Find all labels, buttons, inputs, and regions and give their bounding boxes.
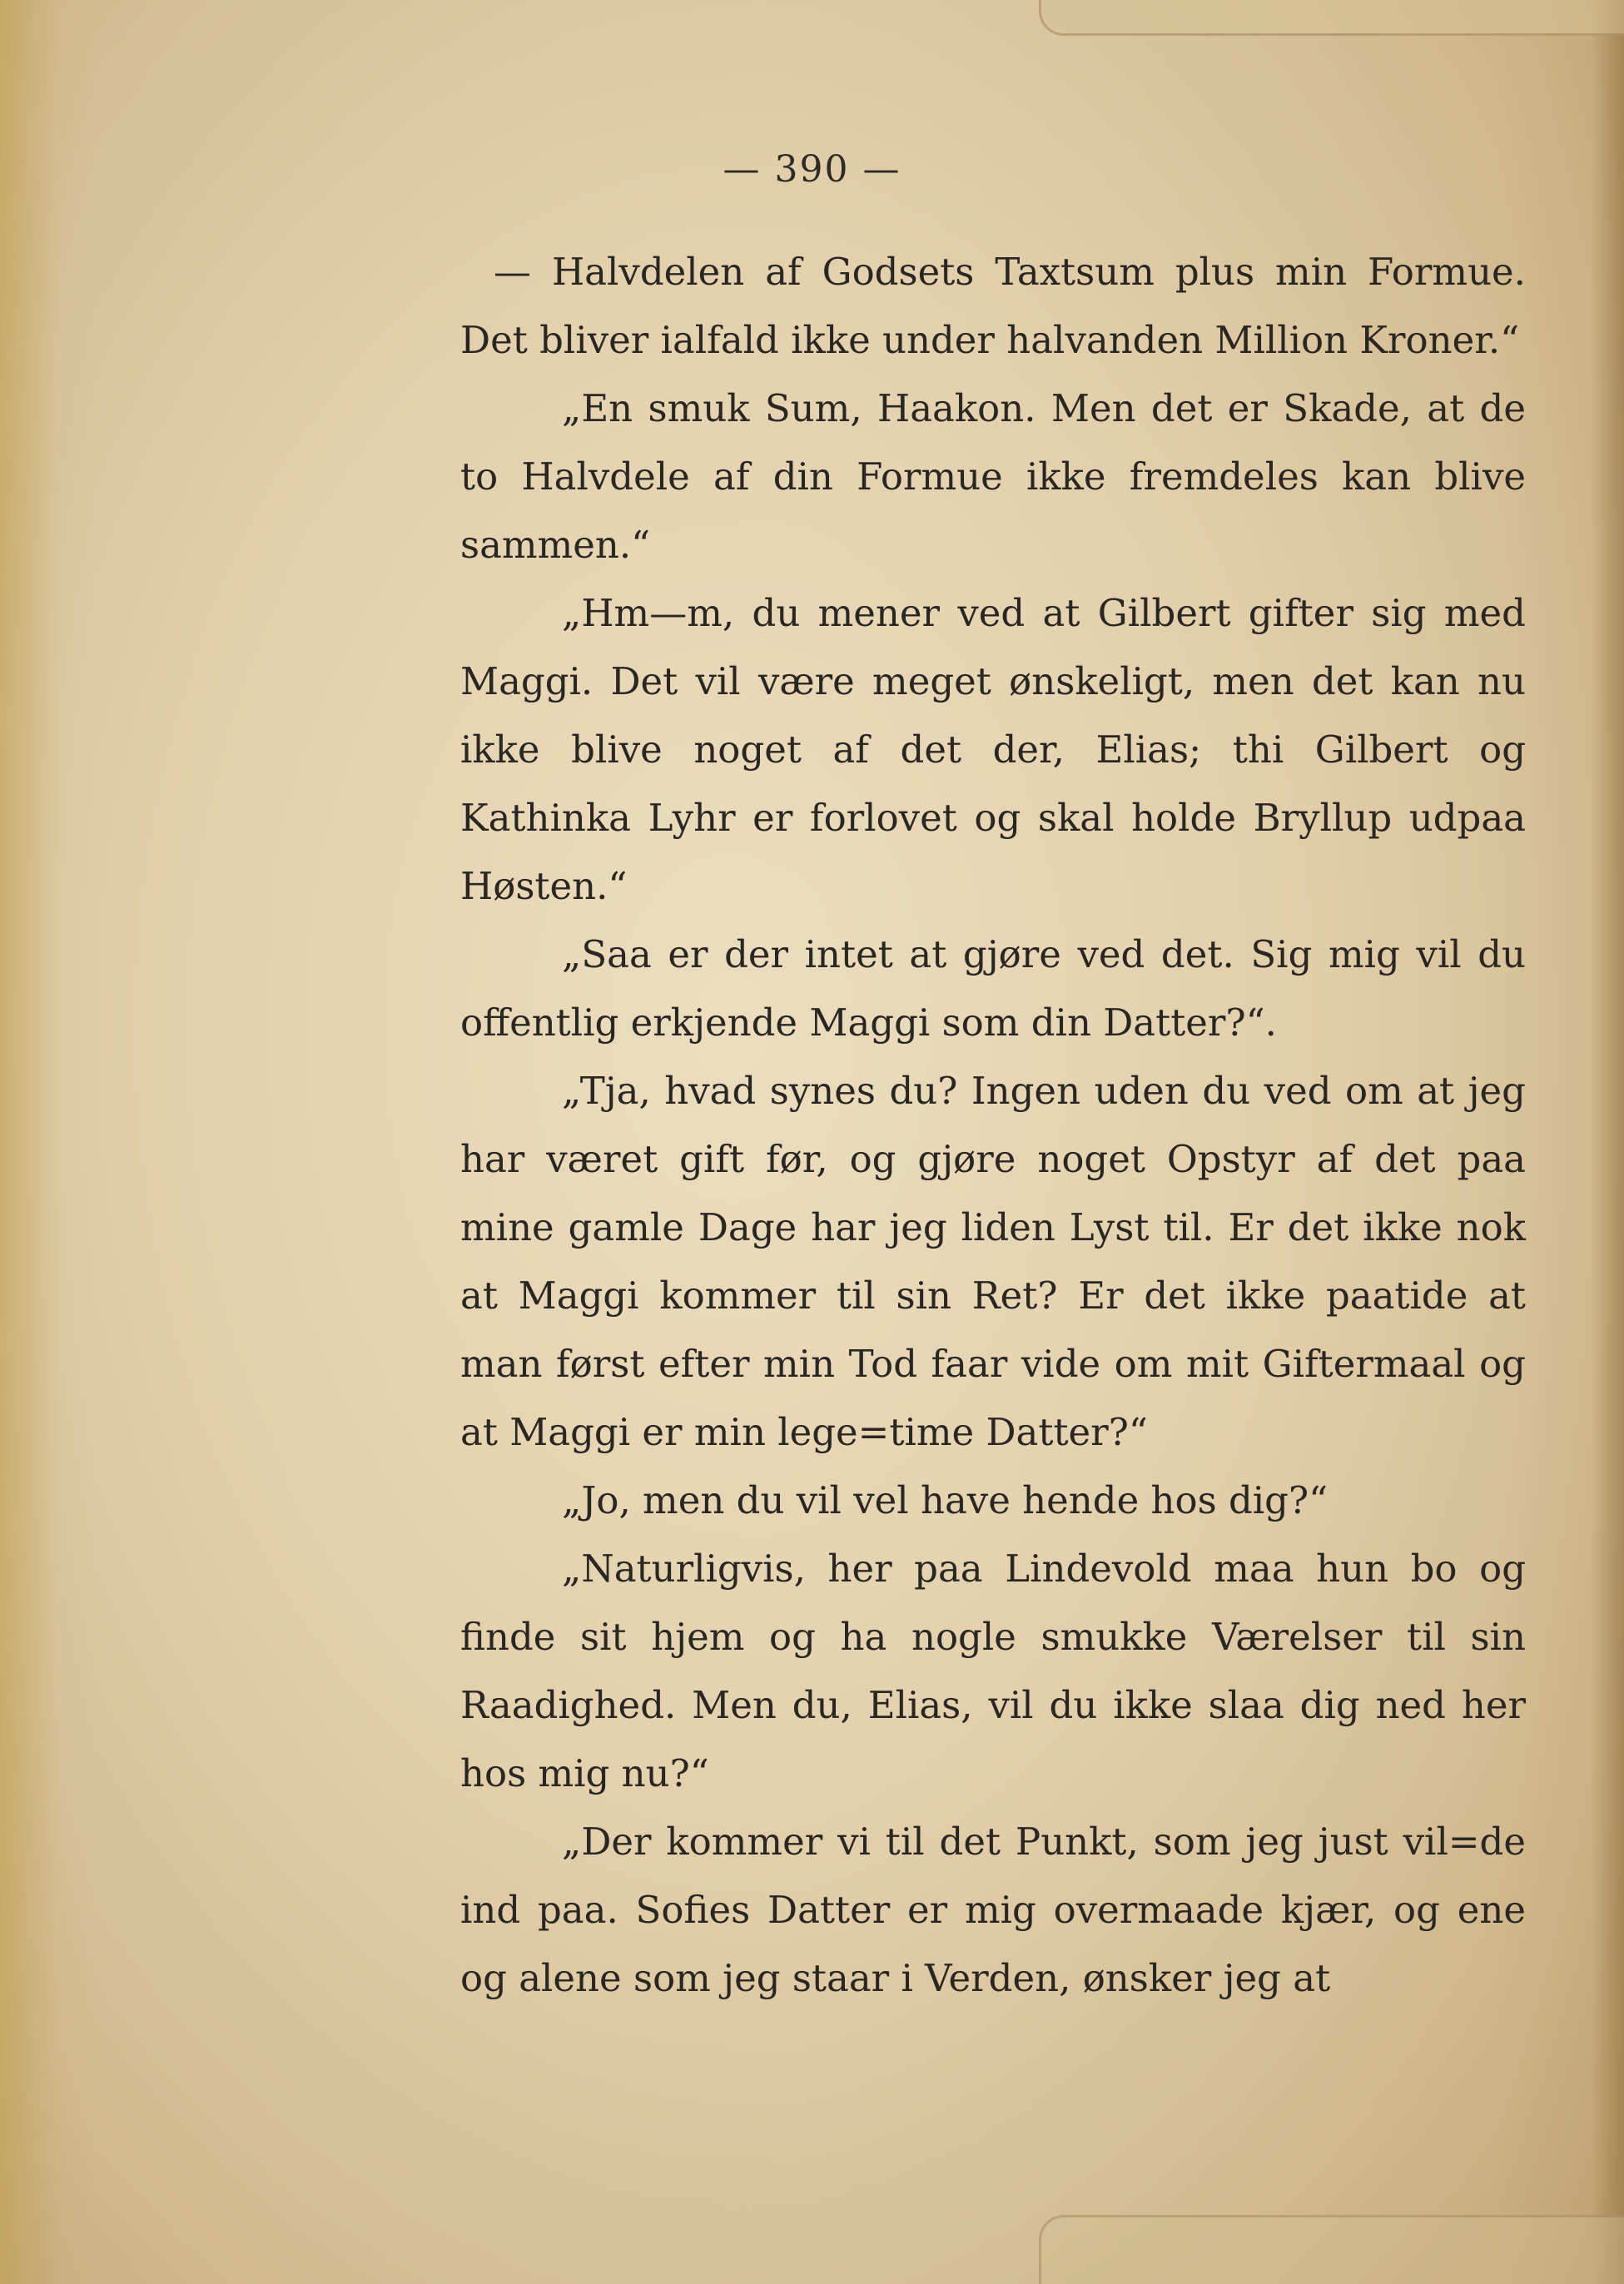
paragraph: „Saa er der intet at gjøre ved det. Sig mig vil du offentlig erkjende Maggi som din Datter?“. — [460, 932, 1526, 1045]
paragraph: „Tja, hvad synes du? Ingen uden du ved om at jeg har været gift før, og gjøre noget Opstyr af det paa mine gamle Dage har jeg liden Lyst til. Er det ikke nok at Maggi kommer til sin Ret? Er det ikke paatide at man først efter min Tod faar vide om mit Giftermaal og at Maggi er min lege=time Datter?“ — [460, 1069, 1526, 1454]
page-edge-right — [1591, 0, 1624, 2284]
paragraph: „Naturligvis, her paa Lindevold maa hun bo og finde sit hjem og ha nogle smukke Værelser til sin Raadighed. Men du, Elias, vil du ikke slaa dig ned her hos mig nu?“ — [460, 1547, 1526, 1795]
paragraph: — Halvdelen af Godsets Taxtsum plus min Formue. Det bliver ialfald ikke under halvanden Million Kroner.“ — [460, 250, 1526, 362]
paragraph: „Der kommer vi til det Punkt, som jeg just vil=de ind paa. Sofies Datter er mig overmaade kjær, og ene og alene som jeg staar i Verden, ønsker jeg at — [460, 1820, 1526, 2000]
paragraph: „Jo, men du vil vel have hende hos dig?“ — [562, 1478, 1329, 1522]
paragraph: „En smuk Sum, Haakon. Men det er Skade, at de to Halvdele af din Formue ikke fremdeles kan blive sammen.“ — [460, 386, 1526, 567]
body-text — [460, 238, 1526, 2013]
paragraph: „Hm—m, du mener ved at Gilbert gifter sig med Maggi. Det vil være meget ønskeligt, men det kan nu ikke blive noget af det der, Elias; thi Gilbert og Kathinka Lyhr er forlovet og skal holde Bryllup udpaa Høsten.“ — [460, 591, 1526, 908]
page-edge-left — [0, 0, 58, 2284]
page-fold-top — [1039, 0, 1624, 36]
page-number: — 390 — — [723, 148, 901, 191]
page-fold-bottom — [1039, 2215, 1624, 2284]
